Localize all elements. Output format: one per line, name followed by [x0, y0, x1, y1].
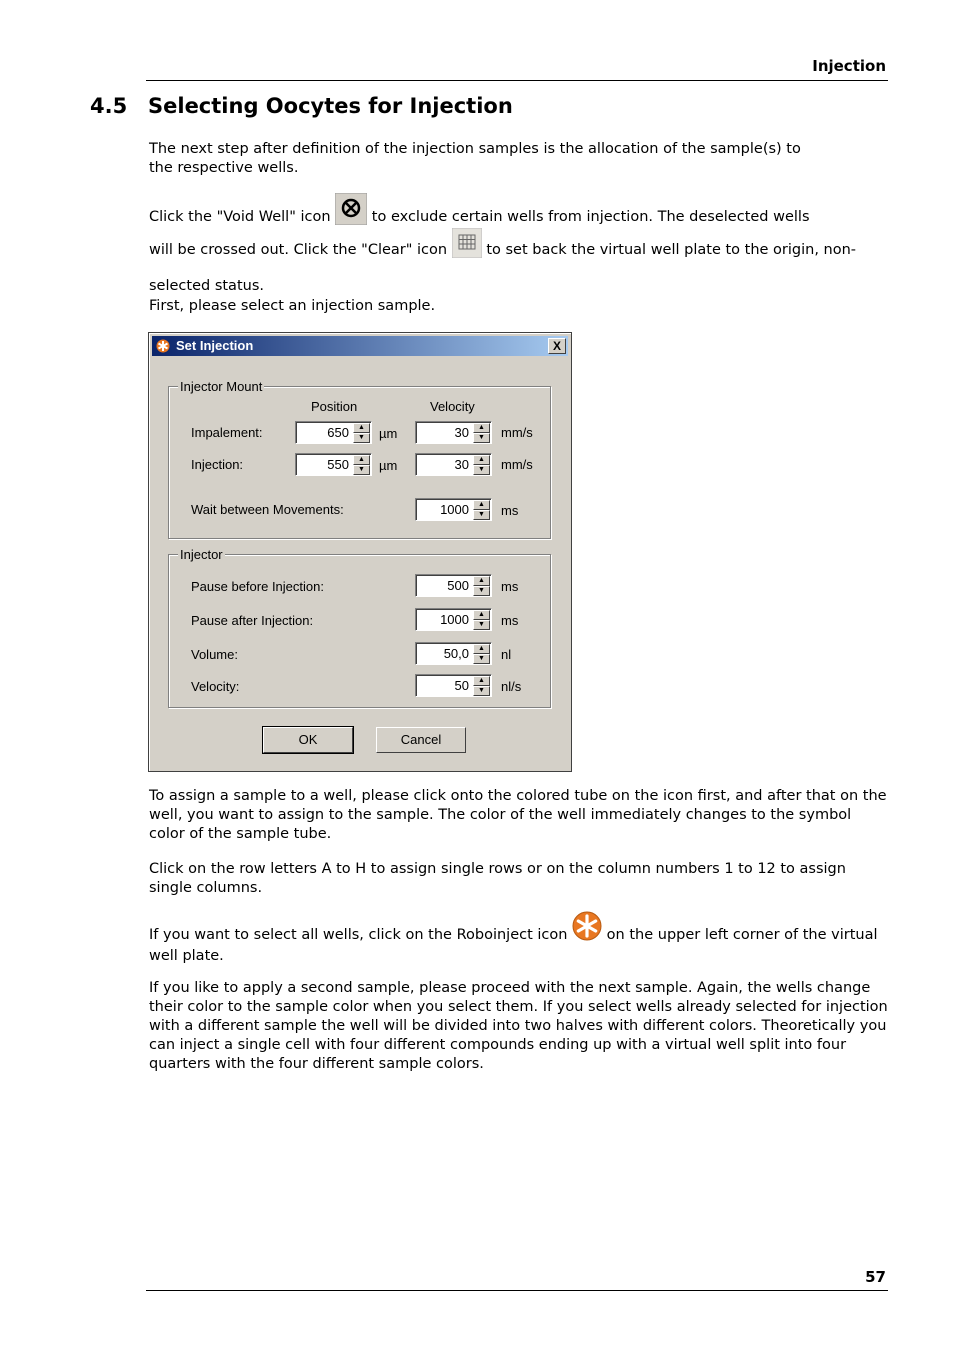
spin-up-icon[interactable]: ▲	[473, 676, 490, 686]
injector-group-label: Injector	[180, 547, 223, 562]
cancel-button[interactable]: Cancel	[376, 727, 466, 753]
select-all-text-2: on the upper left corner of the virtual well plate.	[149, 927, 878, 964]
clear-text-2: to set back the virtual well plate to the origin, non-selected status.	[149, 242, 857, 294]
injection-position-spinner[interactable]	[295, 453, 372, 476]
section-number: 4.5	[90, 94, 128, 118]
paragraph-intro: The next step after definition of the injection samples is the allocation of the sample(s) to the respective wells.	[149, 141, 801, 176]
paragraph-icons	[149, 193, 889, 294]
velocity-column-header: Velocity	[430, 399, 475, 414]
spin-down-icon[interactable]: ▼	[473, 686, 490, 696]
spin-down-icon[interactable]: ▼	[473, 433, 490, 443]
spin-down-icon[interactable]: ▼	[473, 620, 490, 630]
clear-text: will be crossed out. Click the "Clear" icon	[149, 242, 448, 258]
void-well-text-2: to exclude certain wells from injection. The deselected wells	[371, 209, 810, 225]
spin-down-icon[interactable]: ▼	[473, 465, 490, 475]
injection-position-unit: µm	[379, 458, 398, 473]
section-heading	[90, 94, 513, 118]
header-rule	[146, 80, 888, 81]
impalement-position-value: 650	[327, 425, 349, 440]
spin-up-icon[interactable]: ▲	[473, 610, 490, 620]
spin-up-icon[interactable]: ▲	[473, 644, 490, 654]
impalement-velocity-unit: mm/s	[501, 425, 533, 440]
paragraph-assign: To assign a sample to a well, please click onto the colored tube on the icon first, and after that on the well, you want to assign to the sample. The color of the well immediately changes to the symbol color of the sample tube.	[149, 788, 887, 842]
injector-mount-label: Injector Mount	[180, 379, 263, 394]
injection-position-value: 550	[327, 457, 349, 472]
velocity-label: Velocity:	[191, 679, 240, 694]
spin-down-icon[interactable]: ▼	[353, 465, 370, 475]
spin-up-icon[interactable]: ▲	[473, 423, 490, 433]
page-number: 57	[865, 1268, 886, 1286]
pause-before-unit: ms	[501, 579, 519, 594]
injection-velocity-value: 30	[454, 457, 469, 472]
spin-up-icon[interactable]: ▲	[353, 423, 370, 433]
void-well-text: Click the "Void Well" icon	[149, 209, 331, 225]
paragraph-select-all	[149, 911, 889, 966]
wait-spinner[interactable]	[415, 498, 492, 521]
spin-down-icon[interactable]: ▼	[473, 510, 490, 520]
set-injection-dialog	[148, 332, 572, 772]
footer-rule	[146, 1290, 888, 1291]
paragraph-second-sample: If you like to apply a second sample, please proceed with the next sample. Again, the wells change their color to the sample color when you select them. If you select wells already selected for injection with a different sample the well will be divided into two halves with different colors. Theoretically you can inject a single cell with four different compounds ending up with a virtual well split into four quarters with the four different sample colors.	[149, 980, 888, 1072]
pause-after-spinner[interactable]	[415, 608, 492, 631]
section-title: Selecting Oocytes for Injection	[148, 94, 513, 118]
position-column-header: Position	[311, 399, 358, 414]
paragraph-select-sample: First, please select an injection sample.	[149, 298, 436, 314]
pause-before-value: 500	[447, 578, 469, 593]
spin-down-icon[interactable]: ▼	[473, 654, 490, 664]
pause-after-unit: ms	[501, 613, 519, 628]
spin-up-icon[interactable]: ▲	[473, 576, 490, 586]
spin-up-icon[interactable]: ▲	[473, 500, 490, 510]
clear-icon	[452, 228, 482, 270]
pause-after-value: 1000	[440, 612, 469, 627]
impalement-velocity-spinner[interactable]	[415, 421, 492, 444]
select-all-text: If you want to select all wells, click on the Roboinject icon	[149, 927, 568, 943]
injection-velocity-spinner[interactable]	[415, 453, 492, 476]
impalement-velocity-value: 30	[454, 425, 469, 440]
impalement-position-unit: µm	[379, 426, 398, 441]
injection-label: Injection:	[191, 457, 244, 472]
impalement-position-spinner[interactable]	[295, 421, 372, 444]
pause-before-label: Pause before Injection:	[191, 579, 324, 594]
volume-label: Volume:	[191, 647, 238, 662]
spin-down-icon[interactable]: ▼	[353, 433, 370, 443]
wait-value: 1000	[440, 502, 469, 517]
velocity-value: 50	[454, 678, 469, 693]
volume-spinner[interactable]	[415, 642, 492, 665]
wait-unit: ms	[501, 503, 519, 518]
ok-button[interactable]: OK	[263, 727, 353, 753]
spin-up-icon[interactable]: ▲	[353, 455, 370, 465]
dialog-title: Set Injection	[176, 338, 254, 353]
spin-down-icon[interactable]: ▼	[473, 586, 490, 596]
dialog-titlebar	[152, 336, 568, 356]
paragraph-rows-columns: Click on the row letters A to H to assign single rows or on the column numbers 1 to 12 to assign single columns.	[149, 861, 846, 896]
volume-unit: nl	[501, 647, 512, 662]
volume-value: 50,0	[443, 646, 469, 661]
roboinject-small-icon	[156, 339, 170, 356]
injection-velocity-unit: mm/s	[501, 457, 533, 472]
wait-label: Wait between Movements:	[191, 502, 344, 517]
pause-after-label: Pause after Injection:	[191, 613, 314, 628]
impalement-label: Impalement:	[191, 425, 263, 440]
velocity-unit: nl/s	[501, 679, 522, 694]
spin-up-icon[interactable]: ▲	[473, 455, 490, 465]
running-header: Injection	[812, 57, 886, 75]
close-button[interactable]: X	[548, 338, 566, 354]
pause-before-spinner[interactable]	[415, 574, 492, 597]
velocity-spinner[interactable]	[415, 674, 492, 697]
roboinject-icon	[572, 911, 602, 947]
